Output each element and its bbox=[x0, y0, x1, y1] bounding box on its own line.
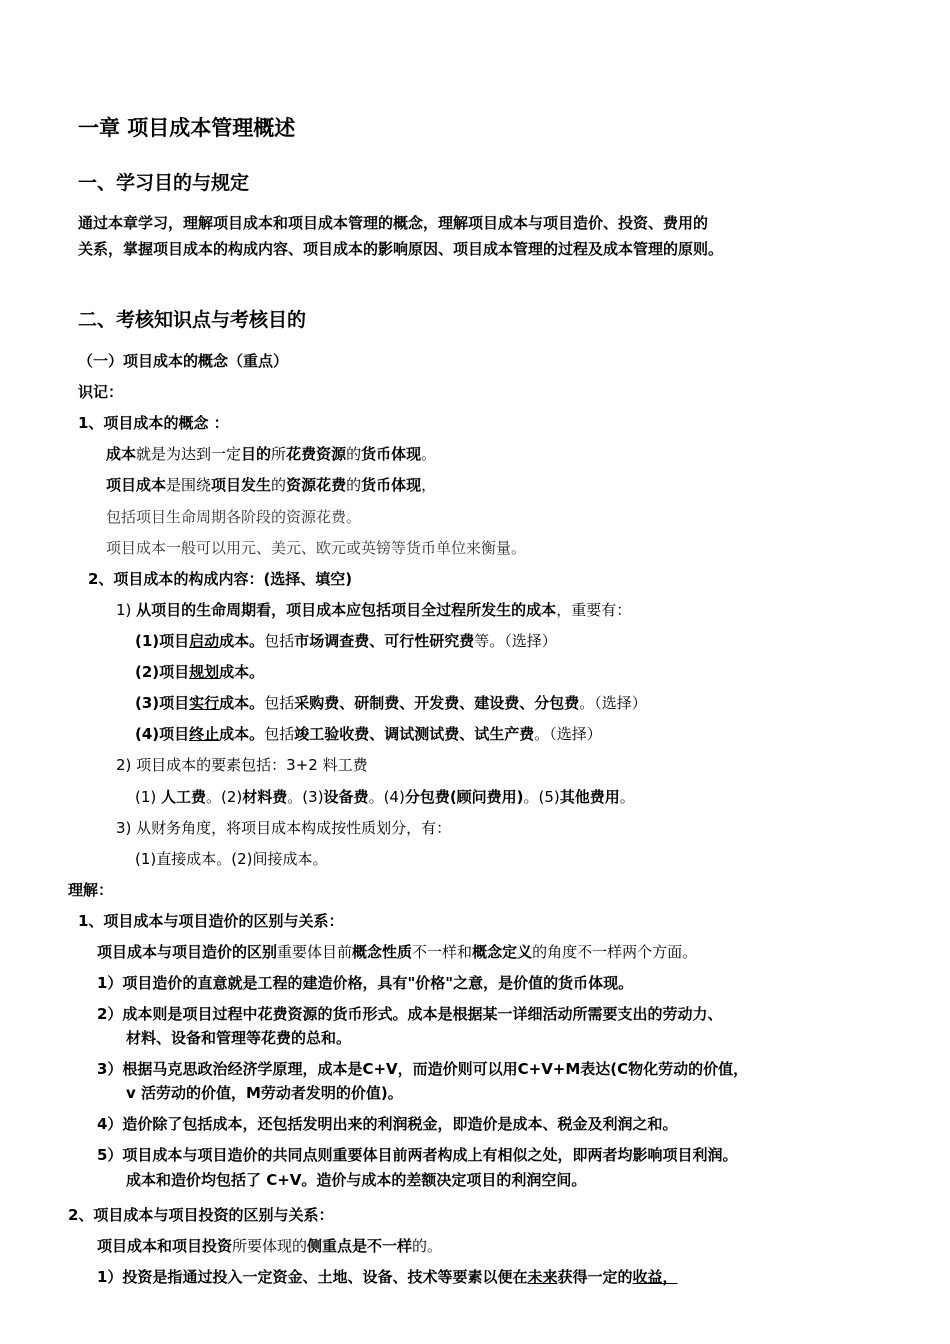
inv-text: 所要体现的 bbox=[232, 1237, 308, 1255]
comp-text: 规划 bbox=[189, 663, 220, 681]
rel-text: 概念定义 bbox=[472, 943, 533, 961]
label-memorize: 识记： bbox=[78, 383, 124, 401]
comp-text: (1)项目 bbox=[135, 632, 190, 650]
def-text: 就是为达到一定 bbox=[136, 445, 242, 463]
comp-text: 成本。 bbox=[219, 725, 265, 743]
elem-text: 人工费 bbox=[161, 788, 207, 806]
elem-text: 其他费用 bbox=[559, 788, 620, 806]
definition-cost bbox=[106, 443, 436, 464]
inv-text: 获得一定的 bbox=[557, 1268, 633, 1286]
item-cost-vs-price: 1、项目成本与项目造价的区别与关系： bbox=[78, 912, 344, 930]
def-text: ， bbox=[421, 476, 437, 494]
elem-text: 材料费 bbox=[242, 788, 288, 806]
elem-text: 。(4) bbox=[368, 788, 405, 806]
def-text: 的 bbox=[346, 476, 362, 494]
composition-lifecycle bbox=[116, 599, 631, 620]
elem-text: 设备费 bbox=[323, 788, 369, 806]
elem-text: 。 bbox=[619, 788, 635, 806]
comp-text: 成本。 bbox=[219, 663, 265, 681]
comp-text: 包括 bbox=[264, 725, 295, 743]
cost-vs-price-point-3a: 3）根据马克思政治经济学原理，成本是C+V，而造价则可以用C+V+M表达(C物化劳动的价值， bbox=[97, 1060, 749, 1078]
def-text: 项目发生 bbox=[211, 476, 272, 494]
def-text: 的 bbox=[346, 445, 362, 463]
comp-text: 。（选择） bbox=[579, 694, 647, 712]
comp-text: 。（选择） bbox=[534, 725, 602, 743]
inv-text: 未来 bbox=[527, 1268, 558, 1286]
def-text: 花费资源 bbox=[286, 445, 347, 463]
comp-text: 包括 bbox=[264, 632, 295, 650]
elem-text: 。(2) bbox=[206, 788, 243, 806]
def-text: 成本 bbox=[106, 445, 137, 463]
elem-text: 。(3) bbox=[287, 788, 324, 806]
cost-vs-price-point-5b: 成本和造价均包括了 C+V。造价与成本的差额决定项目的利润空间。 bbox=[126, 1171, 587, 1189]
cost-vs-price-point-4: 4）造价除了包括成本，还包括发明出来的利润税金，即造价是成本、税金及利润之和。 bbox=[97, 1115, 678, 1133]
composition-elements-list bbox=[135, 786, 635, 807]
def-text: 所 bbox=[271, 445, 287, 463]
definition-project-cost bbox=[106, 474, 436, 495]
comp-text: ，重要有： bbox=[556, 601, 632, 619]
comp-text: 等。（选择） bbox=[474, 632, 557, 650]
cost-vs-investment-point-1 bbox=[97, 1266, 678, 1287]
comp-text: 启动 bbox=[189, 632, 220, 650]
objectives-paragraph-line-1: 通过本章学习，理解项目成本和项目成本管理的概念，理解项目成本与项目造价、投资、费用的 bbox=[78, 214, 709, 232]
objectives-paragraph-line-2: 关系，掌握项目成本的构成内容、项目成本的影响原因、项目成本管理的过程及成本管理的原则。 bbox=[78, 240, 724, 258]
inv-text: 1）投资是指通过投入一定资金、土地、设备、技术等要素以便在 bbox=[97, 1268, 528, 1286]
cost-vs-price-point-3b: v 活劳动的价值，M劳动者发明的价值)。 bbox=[126, 1084, 403, 1102]
rel-text: 的角度不一样两个方面。 bbox=[532, 943, 698, 961]
cost-vs-price-point-1: 1）项目造价的直意就是工程的建造价格，具有"价格"之意，是价值的货币体现。 bbox=[97, 974, 634, 992]
comp-text: 成本。 bbox=[219, 632, 265, 650]
composition-finance: 3) 从财务角度，将项目成本构成按性质划分，有： bbox=[116, 819, 452, 837]
def-text: 目的 bbox=[241, 445, 272, 463]
definition-lifecycle: 包括项目生命周期各阶段的资源花费。 bbox=[106, 508, 362, 526]
comp-text: 从项目的生命周期看，项目成本应包括项目全过程所发生的成本 bbox=[136, 601, 557, 619]
comp-text: 实行 bbox=[189, 694, 220, 712]
item-cost-concept: 1、项目成本的概念 ： bbox=[78, 414, 229, 432]
cost-vs-investment-intro bbox=[97, 1235, 442, 1256]
comp-text: (2)项目 bbox=[135, 663, 190, 681]
composition-planning-cost bbox=[135, 661, 264, 682]
comp-text: (4)项目 bbox=[135, 725, 190, 743]
def-text: 的 bbox=[271, 476, 287, 494]
subsection-heading-concept: （一）项目成本的概念（重点） bbox=[78, 352, 289, 370]
comp-text: 成本。 bbox=[219, 694, 265, 712]
elem-text: 分包费(顾问费用) bbox=[404, 788, 524, 806]
composition-closing-cost bbox=[135, 723, 602, 744]
comp-text: 采购费、研制费、开发费、建设费、分包费 bbox=[294, 694, 580, 712]
item-cost-vs-investment: 2、项目成本与项目投资的区别与关系： bbox=[68, 1206, 334, 1224]
def-text: 。 bbox=[421, 445, 437, 463]
definition-currency: 项目成本一般可以用元、美元、欧元或英镑等货币单位来衡量。 bbox=[106, 539, 527, 557]
elem-text: (1) bbox=[135, 788, 162, 806]
inv-text: 侧重点是不一样 bbox=[307, 1237, 413, 1255]
composition-elements: 2) 项目成本的要素包括：3+2 料工费 bbox=[116, 756, 368, 774]
cost-vs-price-point-2b: 材料、设备和管理等花费的总和。 bbox=[126, 1029, 352, 1047]
comp-text: 1) bbox=[116, 601, 137, 619]
def-text: 资源花费 bbox=[286, 476, 347, 494]
def-text: 货币体现 bbox=[361, 445, 422, 463]
composition-finance-list: (1)直接成本。(2)间接成本。 bbox=[135, 850, 328, 868]
rel-text: 重要体目前 bbox=[277, 943, 353, 961]
def-text: 货币体现 bbox=[361, 476, 422, 494]
rel-text: 概念性质 bbox=[352, 943, 413, 961]
chapter-title: 一章 项目成本管理概述 bbox=[78, 116, 296, 140]
composition-start-cost bbox=[135, 630, 557, 651]
inv-text: 的。 bbox=[412, 1237, 443, 1255]
label-understand: 理解： bbox=[68, 881, 114, 899]
comp-text: 包括 bbox=[264, 694, 295, 712]
def-text: 是围绕 bbox=[166, 476, 212, 494]
def-text: 项目成本 bbox=[106, 476, 167, 494]
section-heading-objectives: 一、学习目的与规定 bbox=[78, 172, 250, 194]
rel-text: 项目成本与项目造价的区别 bbox=[97, 943, 278, 961]
cost-vs-price-point-2a: 2）成本则是项目过程中花费资源的货币形式。成本是根据某一详细活动所需要支出的劳动力、 bbox=[97, 1005, 723, 1023]
section-heading-assessment: 二、考核知识点与考核目的 bbox=[78, 309, 307, 331]
elem-text: 。(5) bbox=[523, 788, 560, 806]
inv-text: 项目成本和项目投资 bbox=[97, 1237, 233, 1255]
item-cost-composition: 2、项目成本的构成内容：(选择、填空) bbox=[88, 570, 353, 588]
comp-text: 市场调查费、可行性研究费 bbox=[294, 632, 475, 650]
comp-text: (3)项目 bbox=[135, 694, 190, 712]
comp-text: 竣工验收费、调试测试费、试生产费 bbox=[294, 725, 535, 743]
rel-text: 不一样和 bbox=[412, 943, 473, 961]
cost-vs-price-point-5a: 5）项目成本与项目造价的共同点则重要体目前两者构成上有相似之处，即两者均影响项目利润。 bbox=[97, 1146, 738, 1164]
cost-vs-price-intro bbox=[97, 941, 697, 962]
comp-text: 终止 bbox=[189, 725, 220, 743]
composition-execution-cost bbox=[135, 692, 647, 713]
inv-text: 收益， bbox=[632, 1268, 678, 1286]
